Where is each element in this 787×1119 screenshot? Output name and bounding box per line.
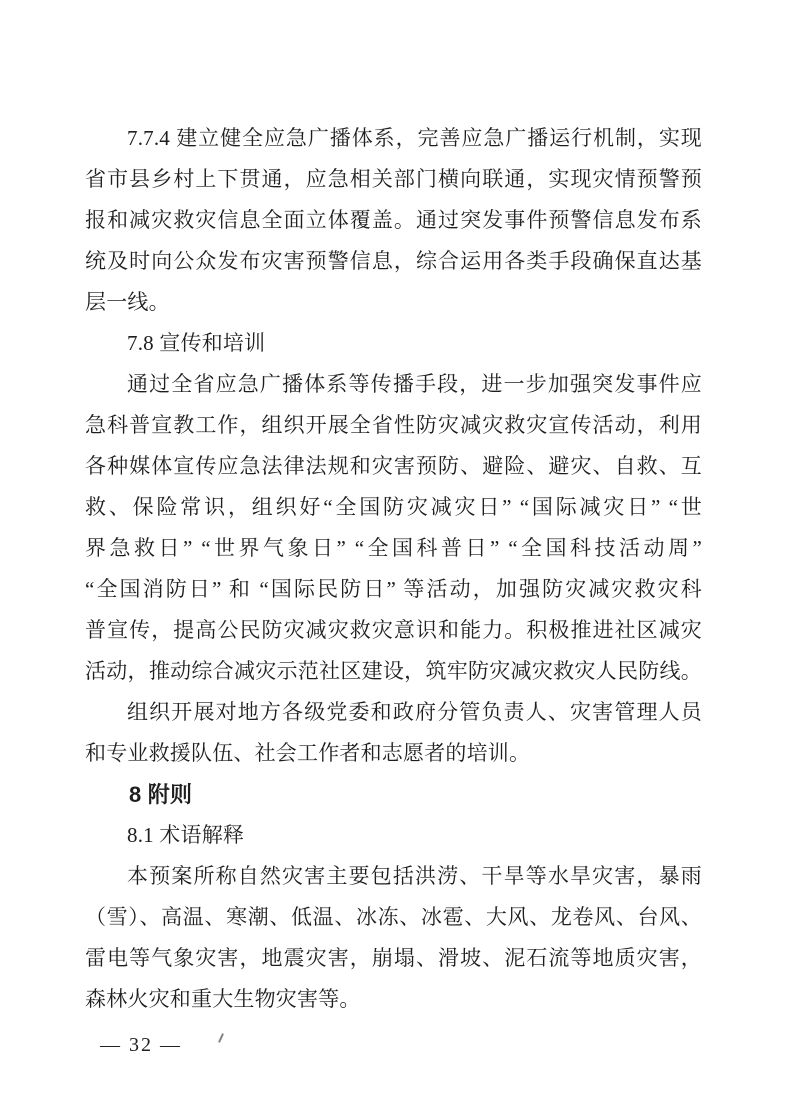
page-number: — 32 — [100,1034,182,1056]
paragraph-terms-line: 本预案所称自然灾害主要包括洪涝、干旱等水旱灾害，暴雨 [127,864,702,888]
paragraph-terms-line: （雪）、高温、寒潮、低温、冰冻、冰雹、大风、龙卷风、台风、 [85,905,702,929]
paragraph-774-line: 层一线。 [85,290,170,314]
paragraph-terms-line: 雷电等气象灾害，地震灾害，崩塌、滑坡、泥石流等地质灾害， [85,946,702,970]
heading-8: 8 附则 [129,782,193,807]
paragraph-terms-line: 森林火灾和重大生物灾害等。 [85,987,361,1011]
paragraph-publicity-line: 各种媒体宣传应急法律法规和灾害预防、避险、避灾、自救、互 [85,454,702,478]
paragraph-publicity-line: 界急救日” “世界气象日” “全国科普日” “全国科技活动周” [85,536,702,560]
paragraph-publicity-line: 救、保险常识，组织好“全国防灾减灾日” “国际减灾日” “世 [85,495,702,519]
paragraph-774-line: 7.7.4 建立健全应急广播体系，完善应急广播运行机制，实现 [127,126,702,150]
paragraph-training-line: 组织开展对地方各级党委和政府分管负责人、灾害管理人员 [127,700,702,724]
paragraph-publicity-line: 活动，推动综合减灾示范社区建设，筑牢防灾减灾救灾人民防线。 [85,659,702,683]
paragraph-publicity-line: 普宣传，提高公民防灾减灾救灾意识和能力。积极推进社区减灾 [85,618,702,642]
paragraph-publicity-line: “全国消防日” 和 “国际民防日” 等活动，加强防灾减灾救灾科 [85,577,702,601]
heading-7-8: 7.8 宣传和培训 [127,331,266,355]
scan-artifact [218,1033,224,1043]
page-footer [100,1030,182,1060]
text-block [85,118,702,1020]
paragraph-774-line: 报和减灾救灾信息全面立体覆盖。通过突发事件预警信息发布系 [85,208,702,232]
paragraph-publicity-line: 急科普宣教工作，组织开展全省性防灾减灾救灾宣传活动，利用 [85,413,702,437]
heading-8-1: 8.1 术语解释 [127,823,245,847]
paragraph-774-line: 省市县乡村上下贯通，应急相关部门横向联通，实现灾情预警预 [85,167,702,191]
paragraph-publicity-line: 通过全省应急广播体系等传播手段，进一步加强突发事件应 [127,372,702,396]
paragraph-training-line: 和专业救援队伍、社会工作者和志愿者的培训。 [85,741,531,765]
paragraph-774-line: 统及时向公众发布灾害预警信息，综合运用各类手段确保直达基 [85,249,702,273]
